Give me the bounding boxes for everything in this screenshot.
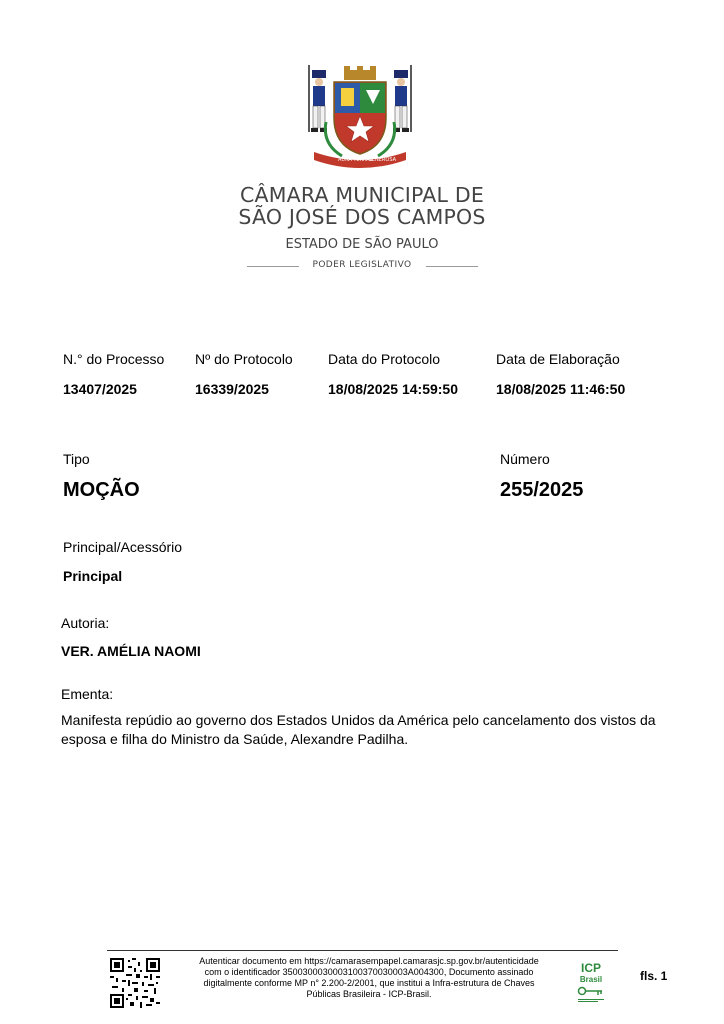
number-label: Número bbox=[500, 451, 550, 467]
type-value: MOÇÃO bbox=[63, 479, 140, 501]
principal-accessory-value: Principal bbox=[63, 568, 123, 584]
icp-brasil-logo-icon bbox=[574, 960, 608, 1004]
footer-divider bbox=[107, 950, 618, 951]
protocol-date-value: 18/08/2025 14:59:50 bbox=[328, 381, 458, 397]
authorship-label: Autoria: bbox=[61, 615, 110, 631]
authentication-notice bbox=[170, 956, 568, 1000]
institution-name-line1: CÂMARA MUNICIPAL DE bbox=[240, 183, 484, 207]
qr-code-icon[interactable] bbox=[110, 958, 160, 1008]
institution-name bbox=[0, 184, 724, 228]
sheet-number: fls. 1 bbox=[640, 969, 668, 983]
svg-text:ICP: ICP bbox=[580, 961, 602, 975]
svg-text:AURA TERRAE: AURA TERRAE bbox=[338, 157, 373, 163]
authentication-line2: com o identificador 3500300030003100370030003A004300, Documento assinado bbox=[204, 967, 534, 977]
protocol-date-label: Data do Protocolo bbox=[328, 351, 441, 367]
process-number-value: 13407/2025 bbox=[63, 381, 137, 397]
process-number-label: N.° do Processo bbox=[63, 351, 165, 367]
drafting-date-value: 18/08/2025 11:46:50 bbox=[496, 381, 626, 397]
authentication-line3: digitalmente conforme MP n° 2.200-2/2001, que institui a Infra-estrutura de Chaves bbox=[203, 978, 535, 988]
right-divider bbox=[426, 266, 478, 267]
authentication-line4: Públicas Brasileira - ICP-Brasil. bbox=[306, 989, 432, 999]
type-label: Tipo bbox=[63, 451, 90, 467]
left-soldier-figure bbox=[309, 65, 327, 132]
institution-name-line2: SÃO JOSÉ DOS CAMPOS bbox=[238, 205, 486, 229]
protocol-number-label: Nº do Protocolo bbox=[195, 351, 293, 367]
svg-text:Brasil: Brasil bbox=[579, 975, 603, 984]
svg-text:GENEROSA: GENEROSA bbox=[368, 157, 397, 163]
principal-accessory-label: Principal/Acessório bbox=[63, 539, 183, 555]
right-soldier-figure bbox=[393, 65, 411, 132]
summary-text: Manifesta repúdio ao governo dos Estados Unidos da América pelo cancelamento dos vistos da esposa e filha do Ministro da Saúde, Alexandre Padilha. bbox=[61, 712, 656, 747]
drafting-date-label: Data de Elaboração bbox=[496, 351, 620, 367]
summary-label: Ementa: bbox=[61, 686, 114, 702]
authorship-value: VER. AMÉLIA NAOMI bbox=[61, 643, 201, 659]
coat-of-arms-icon bbox=[298, 60, 422, 168]
legislative-power: PODER LEGISLATIVO bbox=[312, 260, 412, 270]
protocol-number-value: 16339/2025 bbox=[195, 381, 269, 397]
authentication-line1: Autenticar documento em https://camarasempapel.camarasjc.sp.gov.br/autenticidade bbox=[199, 956, 539, 966]
state-name: ESTADO DE SÃO PAULO bbox=[285, 237, 439, 252]
number-value: 255/2025 bbox=[500, 479, 584, 501]
